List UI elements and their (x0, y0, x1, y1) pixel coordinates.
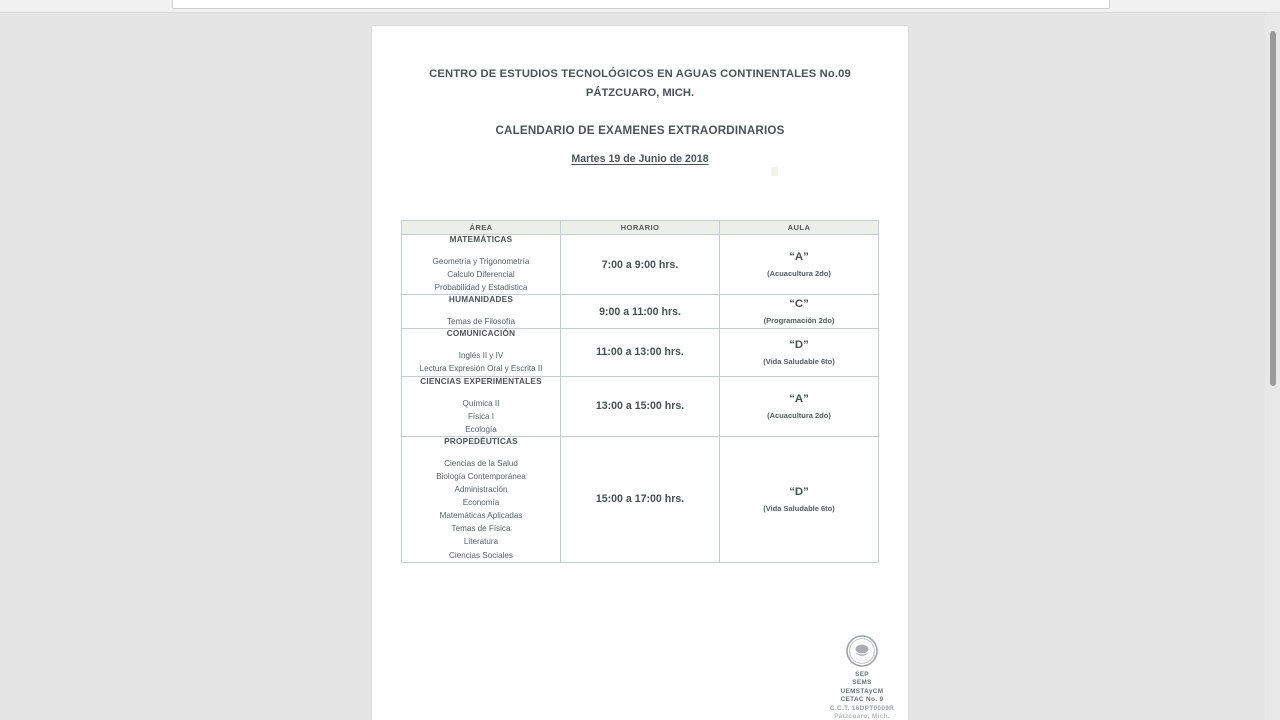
subject-item: Inglés II y IV (458, 351, 504, 361)
aula-note: (Acuacultura 2do) (767, 269, 831, 279)
official-stamp (812, 633, 912, 720)
page-title: CALENDARIO DE EXAMENES EXTRAORDINARIOS (495, 124, 785, 137)
area-name: CIENCIAS EXPERIMENTALES (420, 376, 542, 386)
document-header (372, 68, 908, 165)
document-viewer[interactable] (0, 13, 1280, 720)
cell-horario: 11:00 a 13:00 hrs. (561, 329, 720, 376)
aula-letter: “C” (789, 298, 809, 311)
aula-letter: “A” (789, 251, 809, 264)
vertical-scrollbar-thumb[interactable] (1270, 31, 1276, 386)
aula-note: (Vida Saludable 6to) (763, 503, 835, 513)
subject-item: Temas de Física (451, 524, 511, 534)
stamp-line: UEMSTAyCM (840, 687, 884, 695)
subject-item: Ciencias de la Salud (444, 458, 518, 468)
stamp-line: SEP (855, 671, 869, 678)
subject-item: Economía (462, 498, 500, 508)
aula-letter: “D” (789, 338, 809, 351)
stamp-line: CETAC No. 9 (840, 696, 884, 704)
document-date: Martes 19 de Junio de 2018 (571, 153, 709, 165)
viewer-toolbar-strip (0, 0, 1280, 13)
subject-item: Biología Contemporánea (436, 471, 526, 481)
subject-item: Calculo Diferencial (447, 270, 515, 280)
area-name: PROPEDÉUTICAS (444, 436, 518, 446)
column-header-horario: HORARIO (561, 221, 720, 235)
area-name: COMUNICACIÓN (446, 329, 516, 339)
subject-item: Física I (467, 411, 495, 421)
subject-item: Ciencias Sociales (449, 550, 513, 560)
cell-aula (720, 235, 879, 295)
subject-item: Química II (462, 398, 500, 408)
aula-note: (Programación 2do) (763, 316, 835, 326)
aula-note: (Vida Saludable 6to) (763, 356, 835, 366)
cell-aula (720, 295, 879, 329)
column-header-aula: AULA (720, 221, 879, 235)
cell-aula (720, 376, 879, 436)
document-page (372, 26, 908, 720)
cell-area (402, 376, 561, 436)
aula-note: (Acuacultura 2do) (767, 410, 831, 420)
mexican-coat-of-arms-seal-icon (842, 633, 882, 671)
stamp-line: Pátzcuaro, Mich. (833, 713, 891, 720)
cell-area (402, 436, 561, 562)
cell-horario: 7:00 a 9:00 hrs. (561, 235, 720, 295)
subject-item: Lectura Expresión Oral y Escrita II (419, 364, 543, 374)
table-row (402, 235, 879, 295)
subject-item: Matemáticas Aplicadas (439, 511, 523, 521)
cell-area (402, 329, 561, 376)
cell-horario: 9:00 a 11:00 hrs. (561, 295, 720, 329)
table-body (402, 235, 879, 563)
scan-artifact-mark (771, 167, 778, 176)
address-input[interactable] (172, 0, 1110, 9)
subject-item: Temas de Filosofía (447, 317, 515, 327)
table-row (402, 436, 879, 562)
column-header-area: ÁREA (402, 221, 561, 235)
exam-schedule-table (401, 220, 879, 563)
aula-letter: “D” (789, 485, 809, 498)
table-row (402, 295, 879, 329)
vertical-scrollbar-track[interactable] (1265, 13, 1280, 720)
stamp-line: SEMS (852, 679, 872, 687)
stamp-line: C.C.T. 16DPT0009R (829, 704, 895, 712)
area-name: MATEMÁTICAS (449, 235, 513, 244)
aula-letter: “A” (789, 392, 809, 405)
subject-item: Ecología (465, 424, 497, 434)
subject-item: Administración (454, 485, 508, 495)
cell-area (402, 295, 561, 329)
school-name-line1: CENTRO DE ESTUDIOS TECNOLÓGICOS EN AGUAS CONTINENTALES No.09 (429, 68, 851, 80)
table-header-row (402, 221, 879, 235)
table-row (402, 329, 879, 376)
subject-item: Geometría y Trigonometría (432, 257, 530, 266)
school-location-line2: PÁTZCUARO, MICH. (585, 87, 695, 99)
subject-item: Literatura (463, 537, 499, 547)
cell-aula (720, 436, 879, 562)
subject-item: Probabilidad y Estadistica (434, 283, 528, 293)
cell-horario: 13:00 a 15:00 hrs. (561, 376, 720, 436)
table-row (402, 376, 879, 436)
cell-horario: 15:00 a 17:00 hrs. (561, 436, 720, 562)
area-name: HUMANIDADES (448, 295, 514, 305)
cell-aula (720, 329, 879, 376)
cell-area (402, 235, 561, 295)
